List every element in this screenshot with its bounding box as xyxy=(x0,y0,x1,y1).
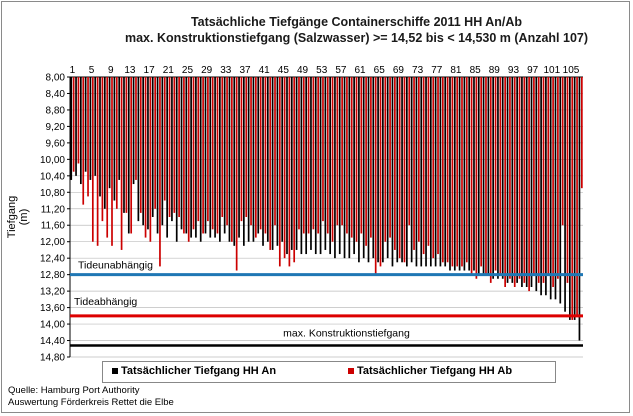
bar-ab xyxy=(432,77,434,258)
bar-an xyxy=(392,77,394,266)
y-tick-label: 11,20 xyxy=(40,204,65,216)
bar-ab xyxy=(538,77,540,283)
x-tick-label: 105 xyxy=(562,65,580,76)
bar-ab xyxy=(370,77,372,238)
bar-ab xyxy=(106,77,108,238)
legend-swatch-ab xyxy=(348,368,354,374)
bar-ab xyxy=(279,77,281,266)
bar-ab xyxy=(317,77,319,233)
x-tick-label: 101 xyxy=(543,65,561,76)
x-tick-label: 49 xyxy=(296,65,309,76)
x-tick-label: 53 xyxy=(316,65,328,76)
bar-an xyxy=(320,77,322,254)
y-tick-label: 8,00 xyxy=(45,72,65,84)
bar-ab xyxy=(351,77,353,238)
bar-ab xyxy=(145,77,147,238)
bar-an xyxy=(267,77,269,242)
x-tick-label: 29 xyxy=(201,65,213,76)
x-tick-label: 77 xyxy=(431,65,443,76)
bar-ab xyxy=(221,77,223,217)
bar-ab xyxy=(571,77,573,320)
bar-an xyxy=(219,77,221,242)
bar-ab xyxy=(193,77,195,229)
bar-an xyxy=(161,77,163,225)
y-tick-label: 8,80 xyxy=(45,105,65,117)
bar-an xyxy=(325,77,327,250)
bar-ab xyxy=(562,77,564,225)
x-tick-label: 9 xyxy=(107,65,114,76)
bar-ab xyxy=(207,77,209,221)
bar-ab xyxy=(456,77,458,266)
bar-ab xyxy=(495,77,497,271)
bar-an xyxy=(444,77,446,266)
bar-an xyxy=(262,77,264,246)
x-tick-label: 81 xyxy=(450,65,462,76)
bar-an xyxy=(176,77,178,242)
bar-an xyxy=(90,77,92,180)
bar-ab xyxy=(360,77,362,233)
bar-ab xyxy=(346,77,348,233)
bar-ab xyxy=(336,77,338,225)
bar-ab xyxy=(274,77,276,225)
bar-ab xyxy=(533,77,535,275)
x-tick-label: 45 xyxy=(277,65,289,76)
bar-an xyxy=(550,77,552,299)
legend-item-an xyxy=(112,365,276,377)
bar-ab xyxy=(576,77,578,316)
bar-ab xyxy=(442,77,444,262)
bar-an xyxy=(348,77,350,258)
bar-ab xyxy=(178,77,180,217)
bar-ab xyxy=(500,77,502,275)
x-tick-label: 61 xyxy=(354,65,366,76)
x-tick-label: 21 xyxy=(162,65,174,76)
bar-ab xyxy=(73,77,75,172)
y-tick-label: 11,60 xyxy=(40,220,65,232)
bar-an xyxy=(253,77,255,242)
bar-an xyxy=(248,77,250,242)
bar-an xyxy=(214,77,216,238)
bar-an xyxy=(138,77,140,221)
x-tick-label: 65 xyxy=(373,65,385,76)
bar-ab xyxy=(164,77,166,201)
bar-an xyxy=(478,77,480,275)
x-tick-label: 73 xyxy=(412,65,424,76)
bar-an xyxy=(157,77,159,233)
bar-an xyxy=(440,77,442,266)
bar-an xyxy=(430,77,432,266)
y-tick-label: 13,60 xyxy=(39,303,65,315)
bar-ab xyxy=(437,77,439,254)
bar-ab xyxy=(236,77,238,271)
bar-an xyxy=(147,77,149,229)
bar-an xyxy=(181,77,183,229)
bar-an xyxy=(363,77,365,258)
bar-an xyxy=(123,77,125,213)
y-tick-label: 12,00 xyxy=(39,237,65,249)
bar-an xyxy=(142,77,144,225)
bar-ab xyxy=(423,77,425,254)
bar-an xyxy=(454,77,456,271)
bar-ab xyxy=(567,77,569,283)
bar-ab xyxy=(528,77,530,291)
bar-ab xyxy=(298,77,300,229)
legend-swatch-an xyxy=(112,368,118,374)
bar-an xyxy=(406,77,408,266)
chart-subtitle: max. Konstruktionstiefgang (Salzwasser) >= 14,52 bis < 14,530 m (Anzahl 107) xyxy=(124,31,589,45)
bar-an xyxy=(291,77,293,250)
bar-ab xyxy=(332,77,334,242)
bar-an xyxy=(353,77,355,254)
bar-ab xyxy=(260,77,262,229)
bar-an xyxy=(80,77,82,184)
x-tick-label: 33 xyxy=(220,65,232,76)
bar-an xyxy=(152,77,154,217)
bar-an xyxy=(401,77,403,262)
bar-an xyxy=(166,77,168,238)
bar-an xyxy=(281,77,283,242)
bar-ab xyxy=(557,77,559,279)
bar-ab xyxy=(87,77,89,196)
bar-an xyxy=(569,77,571,320)
bar-an xyxy=(396,77,398,262)
y-tick-label: 13,20 xyxy=(39,286,65,298)
x-tick-label: 17 xyxy=(143,65,155,76)
bar-ab xyxy=(135,77,137,180)
bar-an xyxy=(171,77,173,221)
bar-an xyxy=(488,77,490,275)
bar-an xyxy=(75,77,77,176)
bar-ab xyxy=(197,77,199,221)
bar-an xyxy=(195,77,197,238)
x-tick-label: 85 xyxy=(469,65,481,76)
bar-ab xyxy=(547,77,549,275)
bar-an xyxy=(257,77,259,233)
bar-ab xyxy=(552,77,554,287)
bar-ab xyxy=(255,77,257,238)
x-tick-label: 37 xyxy=(239,65,251,76)
bar-ab xyxy=(408,77,410,225)
bar-ab xyxy=(375,77,377,275)
bar-an xyxy=(377,77,379,262)
x-tick-label: 97 xyxy=(527,65,539,76)
y-tick-label: 10,40 xyxy=(39,171,65,183)
bar-ab xyxy=(202,77,204,233)
bar-ab xyxy=(452,77,454,266)
bar-ab xyxy=(78,77,80,163)
bar-ab xyxy=(313,77,315,229)
bar-ab xyxy=(183,77,185,233)
bar-an xyxy=(425,77,427,266)
x-tick-label: 1 xyxy=(69,65,76,76)
bar-ab xyxy=(490,77,492,283)
bar-an xyxy=(473,77,475,271)
x-tick-label: 57 xyxy=(335,65,347,76)
bar-an xyxy=(85,77,87,172)
bar-an xyxy=(535,77,537,291)
bar-an xyxy=(133,77,135,184)
bar-ab xyxy=(154,77,156,209)
bar-ab xyxy=(289,77,291,266)
bar-an xyxy=(334,77,336,258)
bar-an xyxy=(516,77,518,283)
author-note: Auswertung Förderkreis Rettet die Elbe xyxy=(8,397,174,408)
y-tick-label: 12,40 xyxy=(39,253,65,265)
bar-ab xyxy=(466,77,468,262)
bar-ab xyxy=(519,77,521,279)
bar-ab xyxy=(485,77,487,275)
bar-ab xyxy=(365,77,367,246)
y-tick-label: 10,80 xyxy=(39,187,65,199)
bar-ab xyxy=(341,77,343,225)
bar-ab xyxy=(471,77,473,275)
legend-label-an: Tatsächlicher Tiefgang HH An xyxy=(121,365,277,377)
x-tick-label: 5 xyxy=(88,65,95,76)
bar-an xyxy=(114,77,116,201)
bar-an xyxy=(497,77,499,279)
bar-an xyxy=(305,77,307,254)
bar-an xyxy=(286,77,288,254)
x-tick-label: 25 xyxy=(181,65,194,76)
bar-ab xyxy=(231,77,233,242)
bar-ab xyxy=(126,77,128,213)
bar-an xyxy=(190,77,192,238)
bar-an xyxy=(368,77,370,262)
legend xyxy=(102,361,556,383)
bar-ab xyxy=(226,77,228,225)
bar-ab xyxy=(250,77,252,225)
bar-ab xyxy=(504,77,506,287)
bar-an xyxy=(358,77,360,262)
x-tick-label: 93 xyxy=(507,65,520,76)
bar-ab xyxy=(543,77,545,283)
bar-an xyxy=(200,77,202,242)
bar-ab xyxy=(116,77,118,209)
bar-ab xyxy=(102,77,104,221)
bar-ab xyxy=(111,77,113,246)
x-tick-label: 69 xyxy=(392,65,404,76)
bar-an xyxy=(449,77,451,271)
reference-line-label: Tideunabhängig xyxy=(78,259,153,272)
bar-ab xyxy=(245,77,247,217)
bar-an xyxy=(531,77,533,287)
bar-an xyxy=(310,77,312,250)
bar-an xyxy=(372,77,374,258)
bar-an xyxy=(205,77,207,233)
bar-ab xyxy=(480,77,482,266)
bar-an xyxy=(382,77,384,262)
bar-an xyxy=(70,77,72,180)
bar-ab xyxy=(212,77,214,229)
bar-an xyxy=(459,77,461,271)
x-tick-label: 41 xyxy=(258,65,270,76)
bar-an xyxy=(526,77,528,287)
bar-an xyxy=(564,77,566,312)
bar-an xyxy=(511,77,513,283)
bar-an xyxy=(411,77,413,262)
bar-an xyxy=(229,77,231,242)
bar-an xyxy=(579,77,581,341)
bar-ab xyxy=(265,77,267,233)
bar-ab xyxy=(447,77,449,262)
bar-ab xyxy=(121,77,123,250)
y-axis-label: Tiefgang (m) xyxy=(6,195,30,239)
bar-ab xyxy=(404,77,406,262)
bar-ab xyxy=(169,77,171,217)
x-tick-label: 13 xyxy=(124,65,136,76)
bar-an xyxy=(559,77,561,303)
bar-ab xyxy=(150,77,152,242)
bar-ab xyxy=(380,77,382,266)
bar-an xyxy=(209,77,211,238)
bar-an xyxy=(483,77,485,275)
y-tick-label: 14,00 xyxy=(39,319,65,331)
bar-ab xyxy=(384,77,386,242)
bar-an xyxy=(272,77,274,250)
bar-an xyxy=(468,77,470,271)
bar-ab xyxy=(217,77,219,233)
y-tick-label: 12,80 xyxy=(39,270,65,282)
bar-an xyxy=(301,77,303,254)
reference-line-label: max. Konstruktionstiefgang xyxy=(283,327,410,340)
bar-an xyxy=(233,77,235,246)
bar-ab xyxy=(523,77,525,283)
bar-an xyxy=(128,77,130,233)
bar-ab xyxy=(241,77,243,221)
bar-an xyxy=(118,77,120,180)
bar-an xyxy=(339,77,341,254)
bar-ab xyxy=(97,77,99,246)
bar-an xyxy=(243,77,245,246)
y-tick-label: 9,20 xyxy=(45,121,65,133)
bar-ab xyxy=(514,77,516,287)
y-tick-label: 10,00 xyxy=(39,154,65,166)
bar-ab xyxy=(461,77,463,266)
bar-ab xyxy=(476,77,478,279)
bar-ab xyxy=(173,77,175,213)
bar-ab xyxy=(303,77,305,233)
bar-an xyxy=(104,77,106,209)
bar-an xyxy=(329,77,331,254)
x-tick-label: 89 xyxy=(488,65,500,76)
bar-ab xyxy=(188,77,190,242)
bar-ab xyxy=(428,77,430,246)
bar-an xyxy=(555,77,557,299)
bar-ab xyxy=(327,77,329,233)
bar-an xyxy=(416,77,418,266)
bar-an xyxy=(277,77,279,246)
bar-an xyxy=(464,77,466,271)
bar-ab xyxy=(308,77,310,233)
bar-an xyxy=(492,77,494,279)
bar-ab xyxy=(509,77,511,279)
reference-line-label: Tideabhängig xyxy=(74,295,138,308)
bar-ab xyxy=(418,77,420,242)
bar-ab xyxy=(284,77,286,258)
bar-ab xyxy=(130,77,132,233)
bar-an xyxy=(435,77,437,266)
bar-ab xyxy=(356,77,358,242)
bar-an xyxy=(344,77,346,258)
y-tick-label: 8,40 xyxy=(45,88,65,100)
bar-ab xyxy=(140,77,142,213)
bar-an xyxy=(420,77,422,266)
legend-label-ab: Tatsächlicher Tiefgang HH Ab xyxy=(357,365,513,377)
legend-item-ab xyxy=(348,365,512,377)
bar-ab xyxy=(82,77,84,205)
bar-an xyxy=(545,77,547,295)
bar-ab xyxy=(159,77,161,266)
bar-an xyxy=(387,77,389,258)
bar-an xyxy=(238,77,240,238)
bar-ab xyxy=(322,77,324,221)
bar-ab xyxy=(92,77,94,242)
bar-ab xyxy=(394,77,396,250)
bar-ab xyxy=(413,77,415,250)
bar-an xyxy=(502,77,504,279)
y-tick-label: 14,40 xyxy=(39,336,65,348)
bar-an xyxy=(507,77,509,283)
bar-an xyxy=(185,77,187,233)
bar-ab xyxy=(389,77,391,238)
bar-an xyxy=(574,77,576,320)
bar-an xyxy=(109,77,111,188)
y-tick-label: 9,60 xyxy=(45,138,65,150)
bar-ab xyxy=(581,77,583,188)
bar-ab xyxy=(293,77,295,262)
bar-ab xyxy=(269,77,271,250)
chart-title: Tatsächliche Tiefgänge Containerschiffe 2011 HH An/Ab xyxy=(190,15,523,29)
bar-an xyxy=(315,77,317,254)
y-tick-label: 14,80 xyxy=(39,352,65,364)
bar-an xyxy=(540,77,542,295)
bar-an xyxy=(94,77,96,176)
bar-an xyxy=(99,77,101,196)
bar-an xyxy=(296,77,298,250)
bar-an xyxy=(521,77,523,287)
bar-ab xyxy=(399,77,401,258)
bar-an xyxy=(224,77,226,233)
source-note: Quelle: Hamburg Port Authority xyxy=(8,385,140,396)
